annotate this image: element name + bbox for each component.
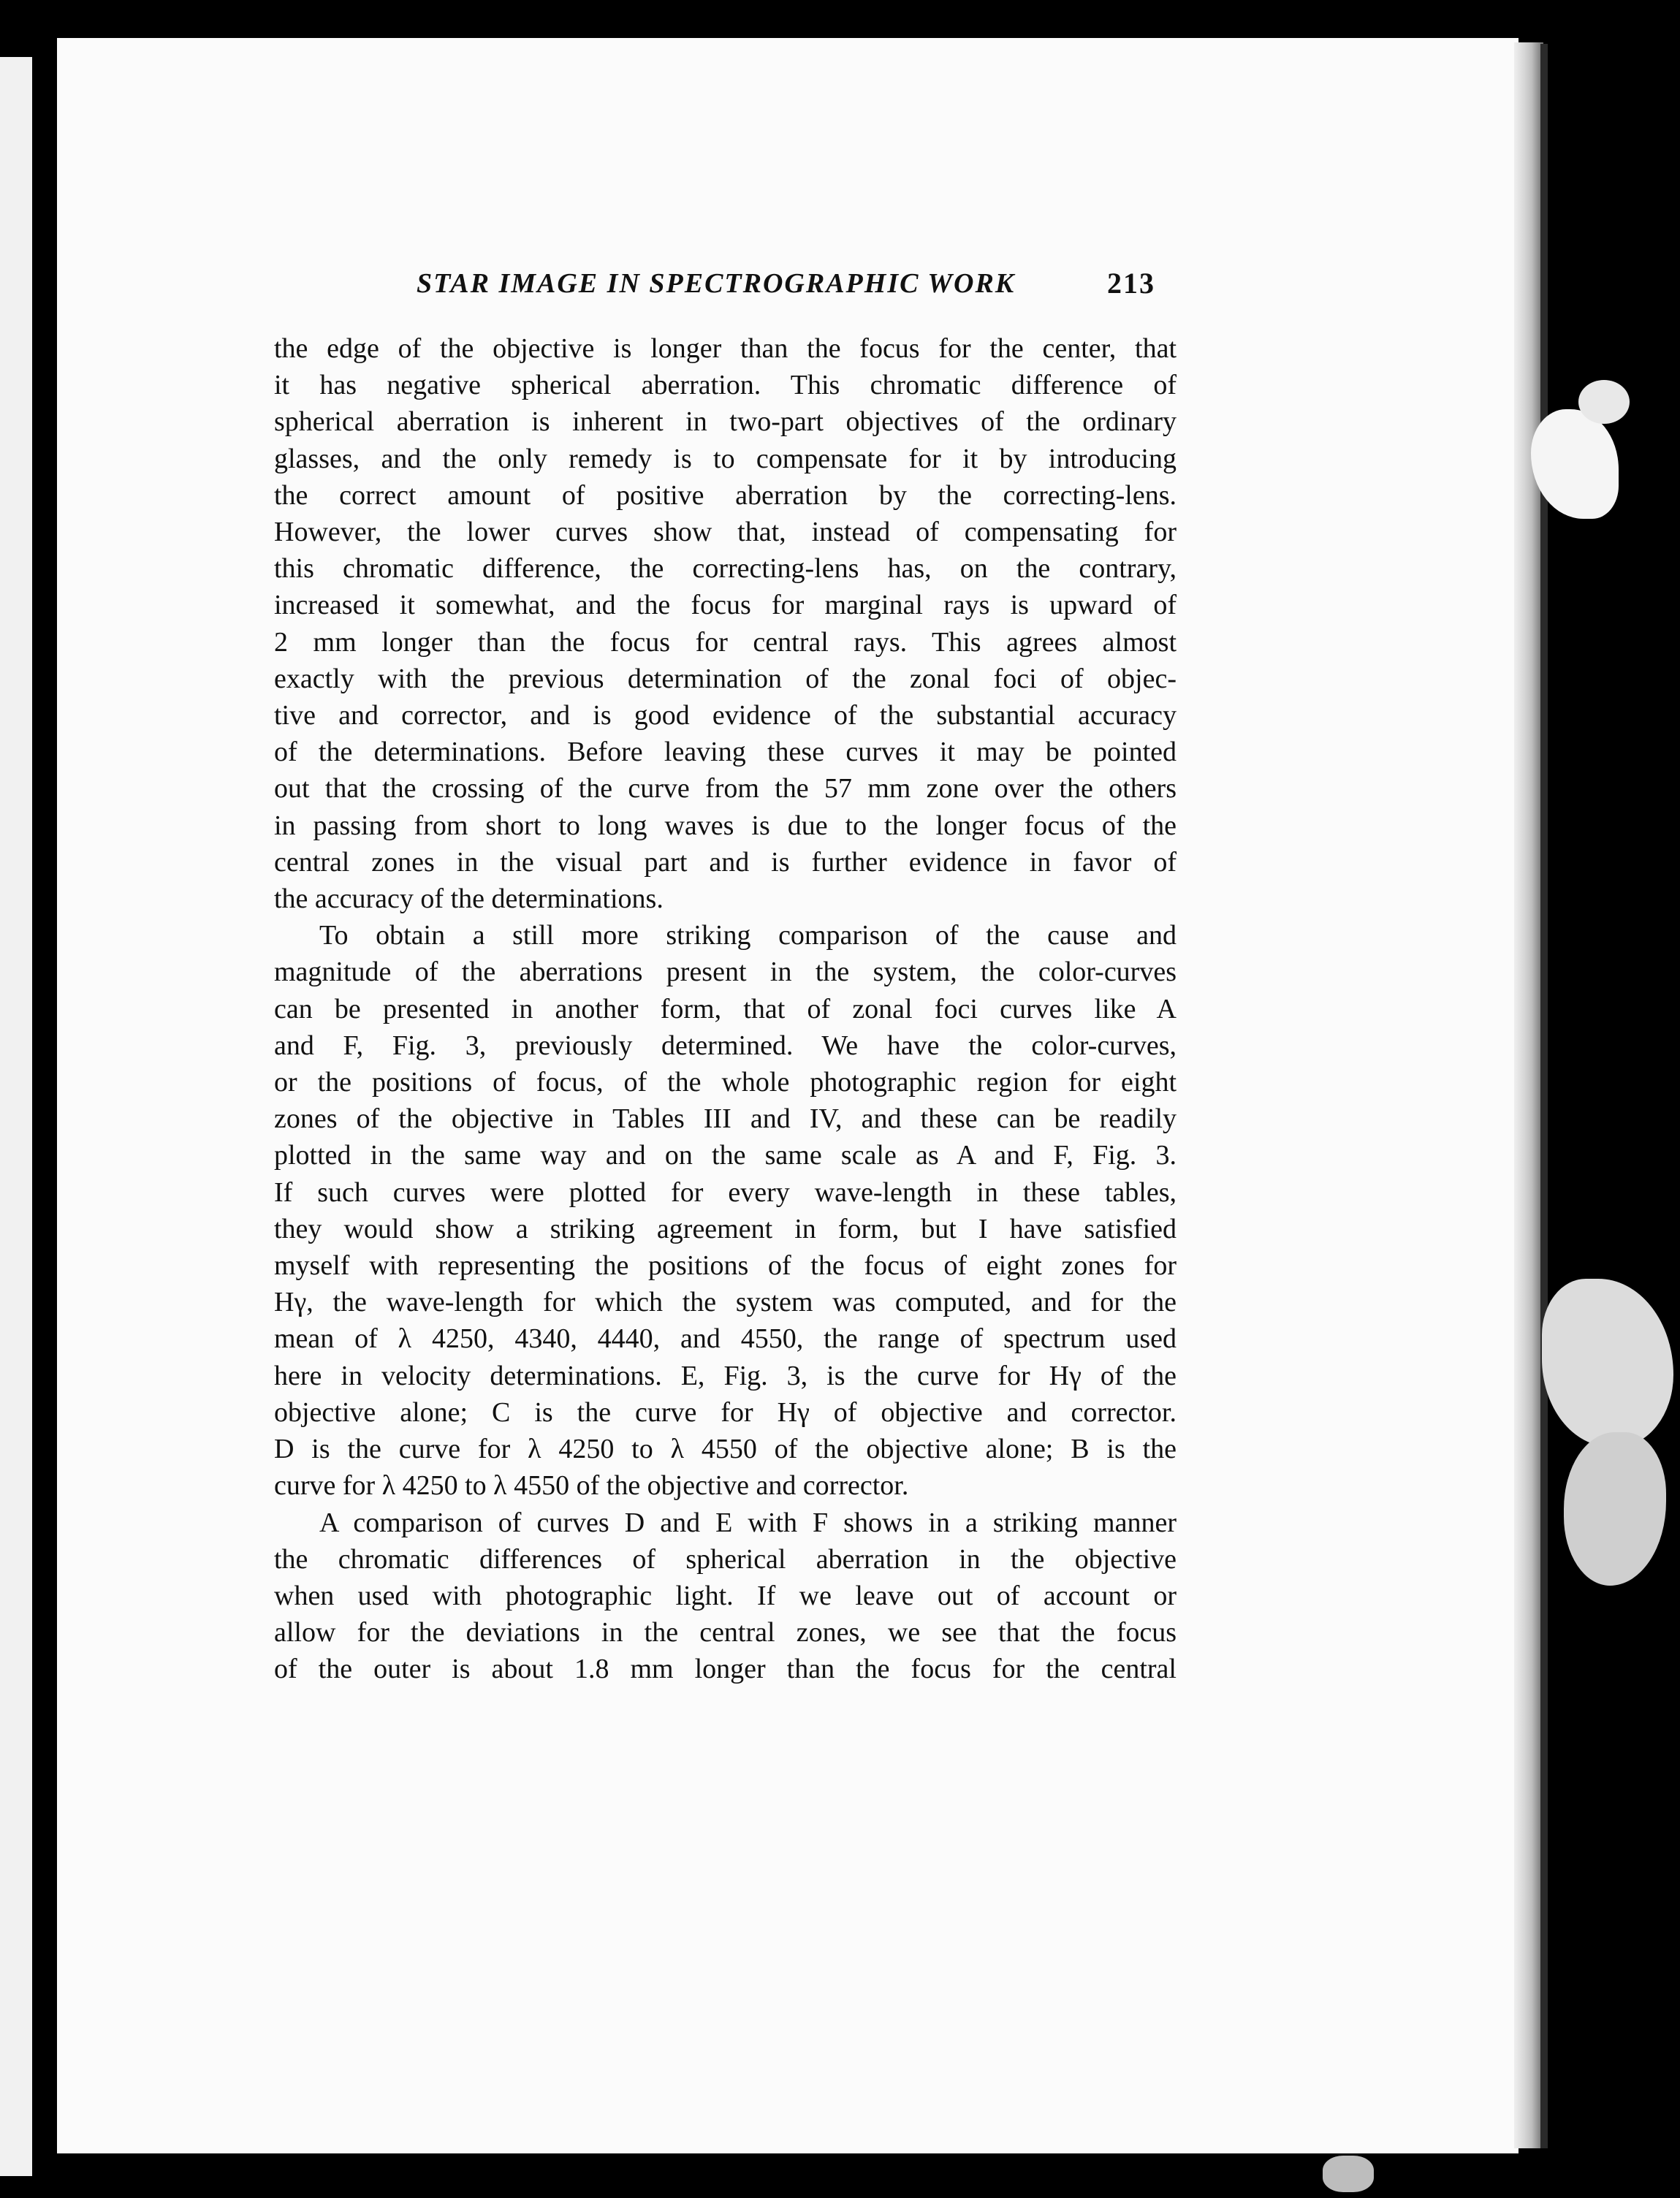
text-line: the edge of the objective is longer than the focus for the center, that (274, 333, 1177, 364)
text-line: of the determinations. Before leaving these curves it may be pointed (274, 737, 1177, 768)
paper-fragment (1564, 1432, 1666, 1586)
text-line: when used with photographic light. If we leave out of account or (274, 1580, 1177, 1611)
text-line: increased it somewhat, and the focus for marginal rays is upward of (274, 590, 1177, 621)
text-line: magnitude of the aberrations present in the system, the color-curves (274, 957, 1177, 988)
text-line: D is the curve for λ 4250 to λ 4550 of the objective alone; B is the (274, 1434, 1177, 1465)
page-binding-shadow (1540, 44, 1548, 2148)
text-line: If such curves were plotted for every wave-length in these tables, (274, 1176, 1177, 1208)
text-line: A comparison of curves D and E with F shows in a striking manner (319, 1507, 1177, 1538)
text-line: can be presented in another form, that of zonal foci curves like A (274, 993, 1177, 1024)
text-line: mean of λ 4250, 4340, 4440, and 4550, the range of spectrum used (274, 1323, 1177, 1355)
facing-page-edge (0, 57, 32, 2176)
text-line: here in velocity determinations. E, Fig. 3, is the curve for Hγ of the (274, 1360, 1177, 1391)
text-line: this chromatic difference, the correcting-lens has, on the contrary, (274, 553, 1177, 585)
paper-fragment (1323, 2156, 1374, 2192)
paper-fragment (1578, 380, 1630, 424)
paragraph (274, 330, 1177, 917)
text-line: they would show a striking agreement in form, but I have satisfied (274, 1213, 1177, 1244)
text-line: the chromatic differences of spherical aberration in the objective (274, 1543, 1177, 1575)
text-line: the accuracy of the determinations. (274, 883, 664, 915)
text-line: of the outer is about 1.8 mm longer than the focus for the central (274, 1654, 1177, 1685)
text-line: glasses, and the only remedy is to compensate for it by introducing (274, 443, 1177, 474)
page-number: 213 (1107, 267, 1155, 300)
running-title: STAR IMAGE IN SPECTROGRAPHIC WORK (417, 268, 1016, 299)
text-line: central zones in the visual part and is further evidence in favor of (274, 846, 1177, 878)
text-line: allow for the deviations in the central zones, we see that the focus (274, 1617, 1177, 1649)
page-fore-edge (1514, 42, 1543, 2148)
text-line: in passing from short to long waves is due to the longer focus of the (274, 810, 1177, 841)
text-line: objective alone; C is the curve for Hγ of objective and corrector. (274, 1396, 1177, 1428)
text-line: Hγ, the wave-length for which the system was computed, and for the (274, 1287, 1177, 1318)
paragraph (274, 917, 1177, 1504)
text-line: it has negative spherical aberration. This chromatic difference of (274, 370, 1177, 401)
paragraph (274, 1505, 1177, 1688)
text-line: the correct amount of positive aberration by the correcting-lens. (274, 479, 1177, 511)
text-line: plotted in the same way and on the same scale as A and F, Fig. 3. (274, 1140, 1177, 1171)
body-text (274, 330, 1177, 1688)
text-line: myself with representing the positions of the focus of eight zones for (274, 1250, 1177, 1282)
text-line: or the positions of focus, of the whole photographic region for eight (274, 1067, 1177, 1098)
text-line: spherical aberration is inherent in two-part objectives of the ordinary (274, 406, 1177, 438)
text-line: However, the lower curves show that, instead of compensating for (274, 517, 1177, 548)
text-line: To obtain a still more striking comparison of the cause and (319, 920, 1177, 951)
text-line: out that the crossing of the curve from the 57 mm zone over the others (274, 773, 1177, 805)
paper-fragment (1542, 1279, 1673, 1447)
text-line: curve for λ 4250 to λ 4550 of the objective and corrector. (274, 1470, 909, 1502)
text-line: and F, Fig. 3, previously determined. We have the color-curves, (274, 1030, 1177, 1061)
text-line: exactly with the previous determination of the zonal foci of objec- (274, 663, 1177, 694)
text-line: tive and corrector, and is good evidence of the substantial accuracy (274, 700, 1177, 731)
text-line: 2 mm longer than the focus for central rays. This agrees almost (274, 626, 1177, 658)
running-header (417, 267, 1235, 308)
text-line: zones of the objective in Tables III and IV, and these can be readily (274, 1103, 1177, 1135)
